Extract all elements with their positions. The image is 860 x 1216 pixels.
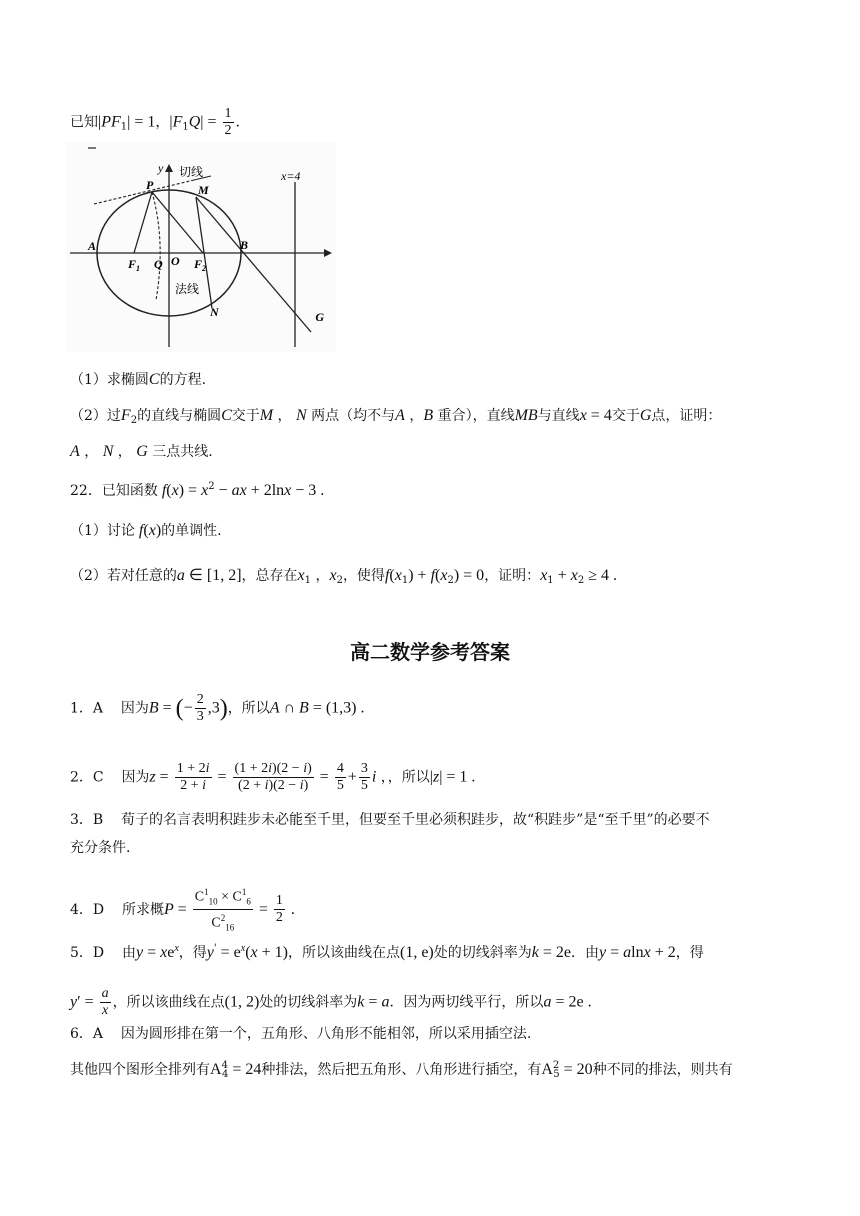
label-n: N [210, 305, 219, 319]
label-q: Q [154, 257, 163, 271]
label-f2: $F_2$ [194, 257, 207, 273]
label-f1: $F_1$ [128, 257, 141, 273]
a6-num: 6．A [70, 1026, 104, 1042]
a2-t1: 因为 [121, 769, 150, 786]
answers-title: 高二数学参考答案 [350, 640, 510, 664]
a5-t6: ，得 [675, 945, 704, 961]
a5-t7: ，所以该曲线在点 [112, 994, 225, 1011]
answer-2: 2．C 因为z = $\frac{1 + 2i}{2 + i}$ = $\frac{(1 + 2i)(2 - i)}{(2 + i)(2 - i)}$ = $\frac{4}{5}$ + $\frac{3}{5}$ i ，，所以|z| = 1 . [70, 761, 476, 793]
q22-p2-d: ，证明： [484, 568, 541, 584]
a4-t1: 所求概 [121, 901, 164, 918]
q21-p2-c: 交于 [231, 408, 260, 424]
q22-head-text: 22．已知函数 [70, 483, 158, 499]
q21-p2-g: 交于 [611, 408, 640, 424]
a2-t2: ，所以 [387, 769, 430, 786]
a1-num: 1．A [70, 700, 104, 717]
a6-t2: 其他四个图形全排列有 [70, 1062, 210, 1078]
a4-num: 4．D [70, 901, 105, 918]
q21-p2-a: （2）过 [70, 408, 121, 424]
label-g: G [315, 310, 324, 324]
q21-p2-f: 与直线 [537, 408, 580, 424]
ellipse-figure [66, 142, 336, 352]
a3-t2: 充分条件. [70, 840, 131, 856]
q21-p3: 三点共线. [152, 444, 213, 460]
q22-head: 22．已知函数 $f(x) = x^2$ − ax + 2lnx − 3 . [70, 481, 325, 499]
a6-t4: 种不同的排法，则共有 [592, 1062, 733, 1078]
q21-p1-tail: 的方程. [159, 372, 207, 388]
label-o: O [171, 254, 180, 268]
q22-p2-a: （2）若对任意的 [70, 568, 177, 584]
a6-t3: 种排法，然后把五角形、八角形进行插空，有 [261, 1062, 542, 1078]
q22-p2-b: ，总存在 [241, 568, 298, 584]
f1q-fraction: $\frac{1}{2}$ [224, 106, 232, 138]
label-x4: x=4 [281, 169, 301, 183]
a1-t2: ，所以 [227, 700, 270, 717]
a1-t1: 因为 [120, 700, 149, 717]
q21-p2-e: 重合），直线 [437, 408, 515, 424]
q22-p1-b: 的单调性. [161, 523, 222, 539]
label-b: B [240, 238, 249, 252]
q21-part2-cont: A ， N ， G 三点共线. [70, 443, 213, 460]
q21-p2-h: 点，证明： [651, 408, 722, 424]
a5-t9: ．因为两切线平行，所以 [389, 994, 544, 1011]
end-dot: . [235, 114, 240, 131]
answer-4: 4．D 所求概P = $\frac{C^1_{10} \times C^1_6}{C^2_{16}}$ = $\frac{1}{2}$ . [70, 884, 295, 936]
answer-5: 5．D 由$y = xe^x$，得$y' = e^x(x + 1)$，所以该曲线在点(1, e)处的切线斜率为k = 2e．由y = alnx + 2，得 [70, 943, 704, 961]
q22-p2-c: ，使得 [342, 568, 385, 584]
sep: ， [155, 114, 170, 131]
pf1-value: 1 [147, 113, 156, 131]
given-prefix: 已知 [70, 114, 98, 131]
a5-t4: 处的切线斜率为 [433, 945, 532, 961]
q22-part1: （1）讨论 f(x)的单调性. [70, 522, 222, 539]
answer-5-cont: y′ = $\frac{a}{x}$ ，所以该曲线在点(1, 2)处的切线斜率为k = a．因为两切线平行，所以a = 2e . [70, 986, 592, 1018]
given-line: 已知$|PF_1| = 1$，$|F_1Q|$ = $\frac{1}{2}$ . [70, 106, 240, 138]
label-p: P [146, 178, 154, 192]
a5-t1: 由 [121, 945, 136, 961]
a3-num: 3．B [70, 812, 104, 828]
q21-part1: （1）求椭圆C的方程. [70, 371, 207, 388]
answer-1: 1．A 因为B = (− $\frac{2}{3}$ ,3)，所以A ∩ B = (1,3) . [70, 692, 365, 724]
a5-t3: ，所以该曲线在点 [288, 945, 400, 961]
a2-num: 2．C [70, 769, 104, 786]
label-tangent: 切线 [179, 165, 204, 179]
q22-part2: （2）若对任意的a ∈ [1, 2]，总存在$x_1$ ，$x_2$，使得$f(x_1) + f(x_2) = 0$，证明：$x_1 + x_2 \ge 4$ . [70, 567, 617, 586]
a6-t1: 因为圆形排在第一个，五角形、八角形不能相邻，所以采用插空法. [120, 1026, 532, 1042]
answer-3 [70, 810, 710, 830]
q21-p1-text: （1）求椭圆 [70, 372, 149, 388]
a3-t1: 荀子的名言表明积跬步未必能至千里，但要至千里必须积跬步，故“积跬步”是“至千里”的必要不 [121, 812, 710, 828]
q22-p1-a: （1）讨论 [70, 523, 135, 539]
answer-6-cont: 其他四个图形全排列有$A^4_4 = 24$种排法，然后把五角形、八角形进行插空，有$A^2_5 = 20$种不同的排法，则共有 [70, 1060, 733, 1080]
a5-t2: ，得 [178, 945, 207, 961]
label-y: y [158, 161, 164, 175]
label-a: A [88, 239, 97, 253]
a5-t5: ．由 [571, 945, 599, 961]
q21-p2-b: 的直线与椭圆 [137, 408, 222, 424]
q21-part2: （2）过$F_2$的直线与椭圆C交于M ， N 两点（均不与A ，B 重合），直线MB与直线x = 4交于G点，证明： [70, 407, 722, 426]
q21-p2-d: 两点（均不与 [311, 408, 396, 424]
answer-6 [70, 1024, 531, 1044]
answer-3-cont [70, 838, 130, 858]
label-normal: 法线 [175, 282, 200, 296]
label-m: M [198, 183, 209, 197]
a5-num: 5．D [70, 945, 105, 961]
a5-t8: 处的切线斜率为 [259, 994, 358, 1011]
